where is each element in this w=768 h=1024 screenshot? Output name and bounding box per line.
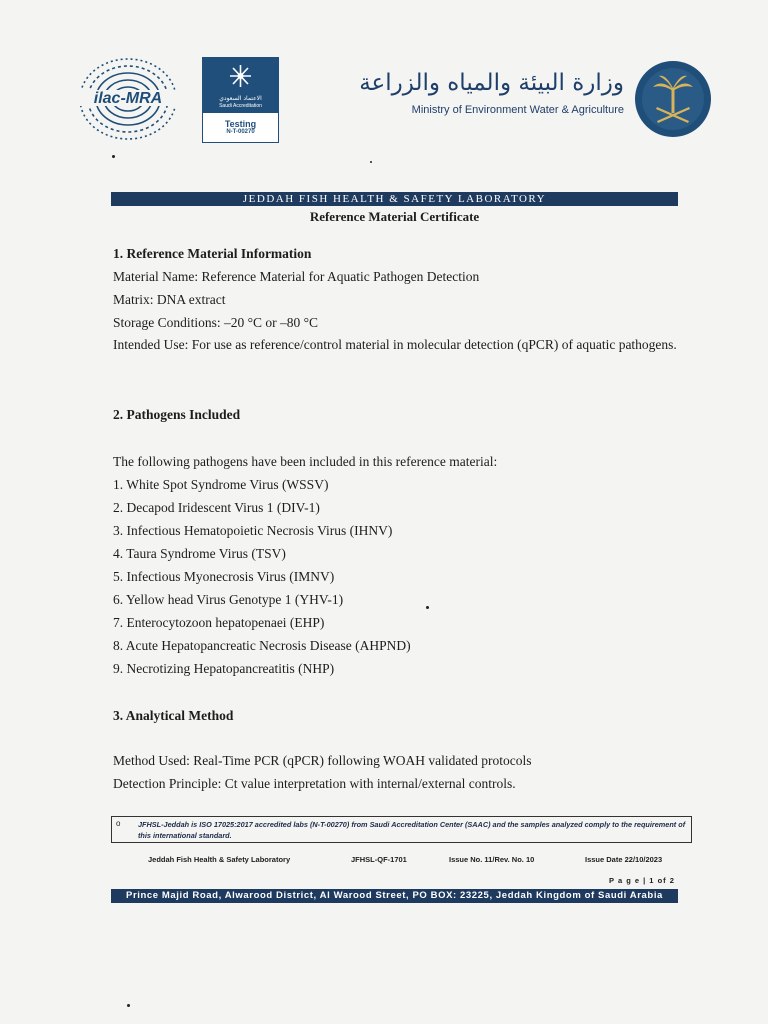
- lab-name-banner: JEDDAH FISH HEALTH & SAFETY LABORATORY: [111, 192, 678, 206]
- pathogen-item: 8. Acute Hepatopancreatic Necrosis Disease (AHPND): [113, 638, 411, 653]
- ilac-logo-text: ilac-MRA: [93, 90, 163, 107]
- pathogen-item: 7. Enterocytozoon hepatopenaei (EHP): [113, 615, 325, 630]
- scan-mark: [426, 606, 429, 609]
- saac-accreditation-code: N-T-00270: [226, 129, 255, 135]
- footer-issue-number: Issue No. 11/Rev. No. 10: [449, 855, 535, 864]
- material-name: Material Name: Reference Material for Aquatic Pathogen Detection: [113, 269, 480, 284]
- footer-lab-name: Jeddah Fish Health & Safety Laboratory: [148, 855, 291, 864]
- pathogen-item: 4. Taura Syndrome Virus (TSV): [113, 546, 286, 561]
- pathogen-item: 3. Infectious Hematopoietic Necrosis Virus (IHNV): [113, 523, 393, 538]
- storage-conditions: Storage Conditions: –20 °C or –80 °C: [113, 315, 319, 330]
- accreditation-note: JFHSL-Jeddah is ISO 17025:2017 accredited labs (N-T-00270) from Saudi Accreditation Center (SAAC) and the samples analyzed comply to the requirement of this international standard.: [138, 820, 686, 840]
- saac-testing-label: Testing: [224, 119, 257, 129]
- matrix: Matrix: DNA extract: [113, 292, 226, 307]
- certificate-title: Reference Material Certificate: [309, 209, 480, 224]
- saac-star-icon: [202, 57, 279, 95]
- pathogen-item: 6. Yellow head Virus Genotype 1 (YHV-1): [113, 592, 344, 607]
- ilac-mra-logo: [76, 56, 180, 142]
- section3-heading: 3. Analytical Method: [113, 708, 234, 723]
- pathogen-item: 1. White Spot Syndrome Virus (WSSV): [113, 477, 329, 492]
- footer-issue-date: Issue Date 22/10/2023: [585, 855, 663, 864]
- method-used: Method Used: Real-Time PCR (qPCR) following WOAH validated protocols: [113, 753, 532, 768]
- pathogen-item: 9. Necrotizing Hepatopancreatitis (NHP): [113, 661, 335, 676]
- address-banner: Prince Majid Road, Alwarood District, Al Warood Street, PO BOX: 23225, Jeddah Kingdom of Saudi Arabia: [111, 889, 678, 903]
- section1-heading: 1. Reference Material Information: [113, 246, 312, 261]
- detection-principle: Detection Principle: Ct value interpretation with internal/external controls.: [113, 776, 516, 791]
- pathogens-intro: The following pathogens have been included in this reference material:: [113, 454, 498, 469]
- saac-arabic-name: الاعتماد السعودي: [219, 95, 262, 102]
- pathogen-item: 2. Decapod Iridescent Virus 1 (DIV-1): [113, 500, 320, 515]
- page-number: P a g e | 1 of 2: [609, 876, 675, 885]
- accreditation-note-box: [111, 816, 692, 843]
- scan-mark: [370, 161, 372, 163]
- saac-english-name: Saudi Accreditation: [219, 103, 262, 109]
- ministry-emblem-icon: [633, 59, 713, 139]
- footer-form-code: JFHSL-QF-1701: [351, 855, 407, 864]
- note-bullet-icon: o: [116, 819, 121, 828]
- pathogen-item: 5. Infectious Myonecrosis Virus (IMNV): [113, 569, 335, 584]
- scan-mark: [127, 1004, 130, 1007]
- intended-use: Intended Use: For use as reference/control material in molecular detection (qPCR) of aquatic pathogens.: [113, 337, 677, 352]
- section2-heading: 2. Pathogens Included: [113, 407, 241, 422]
- saac-accreditation-logo: [202, 57, 279, 143]
- ministry-english-name: Ministry of Environment Water & Agriculture: [411, 104, 624, 116]
- ministry-arabic-name: وزارة البيئة والمياه والزراعة: [359, 70, 624, 96]
- scan-mark: [112, 155, 115, 158]
